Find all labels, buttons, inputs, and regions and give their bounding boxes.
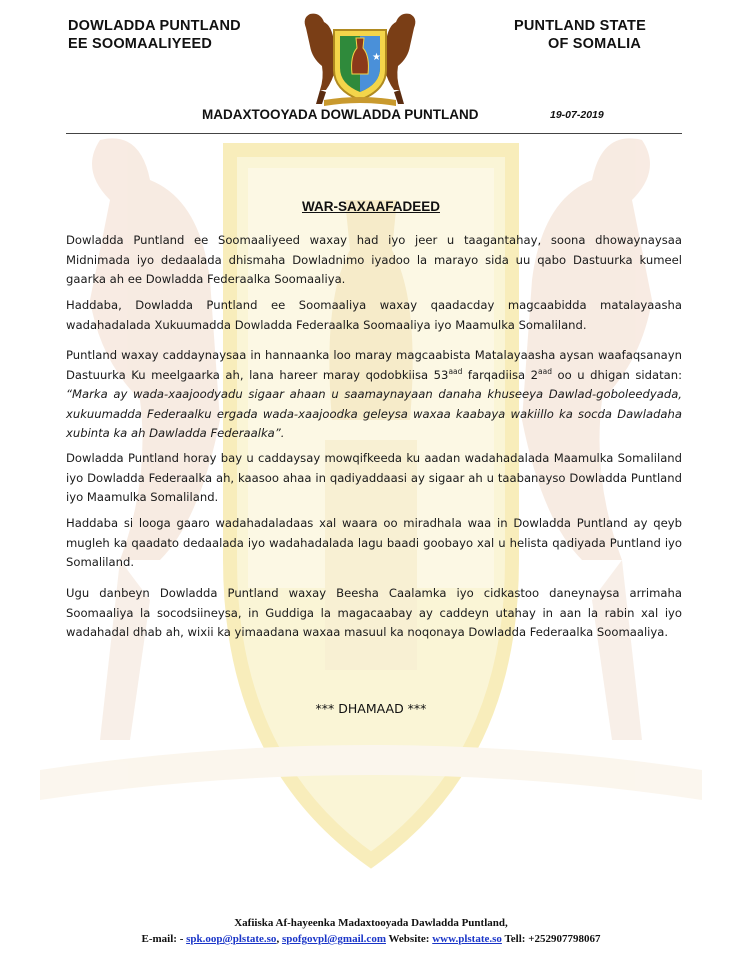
header-right-line2: OF SOMALIA xyxy=(548,36,642,52)
closing-marker: *** DHAMAAD *** xyxy=(315,701,427,716)
paragraph-3-text-c: oo u dhigan sidatan: xyxy=(551,367,682,382)
press-release-title: WAR-SAXAAFADEED xyxy=(301,199,440,214)
ordinal-suffix: aad xyxy=(448,366,463,376)
header-left-block xyxy=(68,17,241,53)
paragraph-6: Ugu danbeyn Dowladda Puntland waxay Beesha Caalamka iyo cidkastoo daneynaysa arrimaha Soomaaliya la socodsiineysa, in Guddiga la magacaabay ay caddeyn utahay in aan la rabin xal iyo wadahadal dhab ah, wixii ka yimaadana waxaa masuul ka noqonaya Dowladda Federaalka Soomaaliya. xyxy=(66,586,682,639)
separator: , xyxy=(276,933,282,945)
office-title: MADAXTOOYADA DOWLADDA PUNTLAND xyxy=(202,107,479,122)
paragraph-4: Dowladda Puntland horay bay u caddaysay mowqifkeeda ku aadan wadahadalada Maamulka Somaliland iyo Dowladda Federaalka ah, kaasoo ahaa in qadiyaddaasi ay sigaar ah u taabanayso Dowladda Puntland iyo Maamulka Somaliland. xyxy=(66,451,682,504)
website-link[interactable]: www.plstate.so xyxy=(432,933,502,945)
header-left-line1: DOWLADDA PUNTLAND xyxy=(68,18,241,34)
paragraph-3 xyxy=(66,346,682,444)
header-divider xyxy=(66,133,682,134)
paragraph-5: Haddaba si looga gaaro wadahadaladaas xal waara oo miradhala waa in Dowladda Puntland ay qeyb mugleh ka qaadato dedaalada iyo wadahadalada lagu baadi goobayo xal u helista qadiyada Puntland iyo Somaliland. xyxy=(66,516,682,569)
website-label: Website: xyxy=(385,933,433,945)
document-date: 19-07-2019 xyxy=(550,109,604,121)
footer-office-line: Xafiiska Af-hayeenka Madaxtooyada Dawladda Puntland, xyxy=(234,917,508,929)
paragraph-3-text-a: Puntland waxay caddaynaysaa in hannaanka loo maray magcaabista Matalayaasha aysan waafaqsanayn Dastuurka Ku meelgaarka ah, lana hareer maray qodobkiisa 53 xyxy=(66,348,682,382)
footer-contact-line xyxy=(0,933,742,945)
email-label: E-mail: - xyxy=(141,933,187,945)
header-right-line1: PUNTLAND STATE xyxy=(514,18,646,34)
telephone: Tell: +252907798067 xyxy=(501,933,601,945)
svg-text:★: ★ xyxy=(372,52,381,63)
coat-of-arms-icon xyxy=(298,8,422,110)
paragraph-3-text-b: farqadiisa 2 xyxy=(462,367,538,382)
paragraph-2: Haddaba, Dowladda Puntland ee Soomaaliya waxay qaadacday magcaabidda matalayaasha wadahadalada Xukuumadda Dowladda Federaalka Soomaaliya iyo Maamulka Somaliland. xyxy=(66,298,682,332)
email-link-2[interactable]: spofgovpl@gmail.com xyxy=(281,933,386,945)
ordinal-suffix: aad xyxy=(538,366,552,376)
paragraph-1: Dowladda Puntland ee Soomaaliyeed waxay had iyo jeer u taagantahay, soona dhowaynaysaa Midnimada iyo dedaalada dhismaha Dowladnimo iyadoo la marayo sida uu qabo Dastuurka kumeel gaarka ah ee Dowladda Federaalka Soomaaliya. xyxy=(66,233,682,286)
email-link-1[interactable]: spk.oop@plstate.so xyxy=(186,933,277,945)
header-right-block xyxy=(514,17,646,53)
constitution-quote: “Marka ay wada-xaajoodyadu sigaar ahaan u saamaynayaan danaha khuseeya Dawlad-goboleedyada, xukuumadda Federaalku ergada wada-xaajoodka geleysa waxaa kaabaya wakiillo ka socda Dawladaha xubinta ka ah Dawladda Federaalka”. xyxy=(66,387,682,440)
header-left-line2: EE SOOMAALIYEED xyxy=(68,36,212,52)
